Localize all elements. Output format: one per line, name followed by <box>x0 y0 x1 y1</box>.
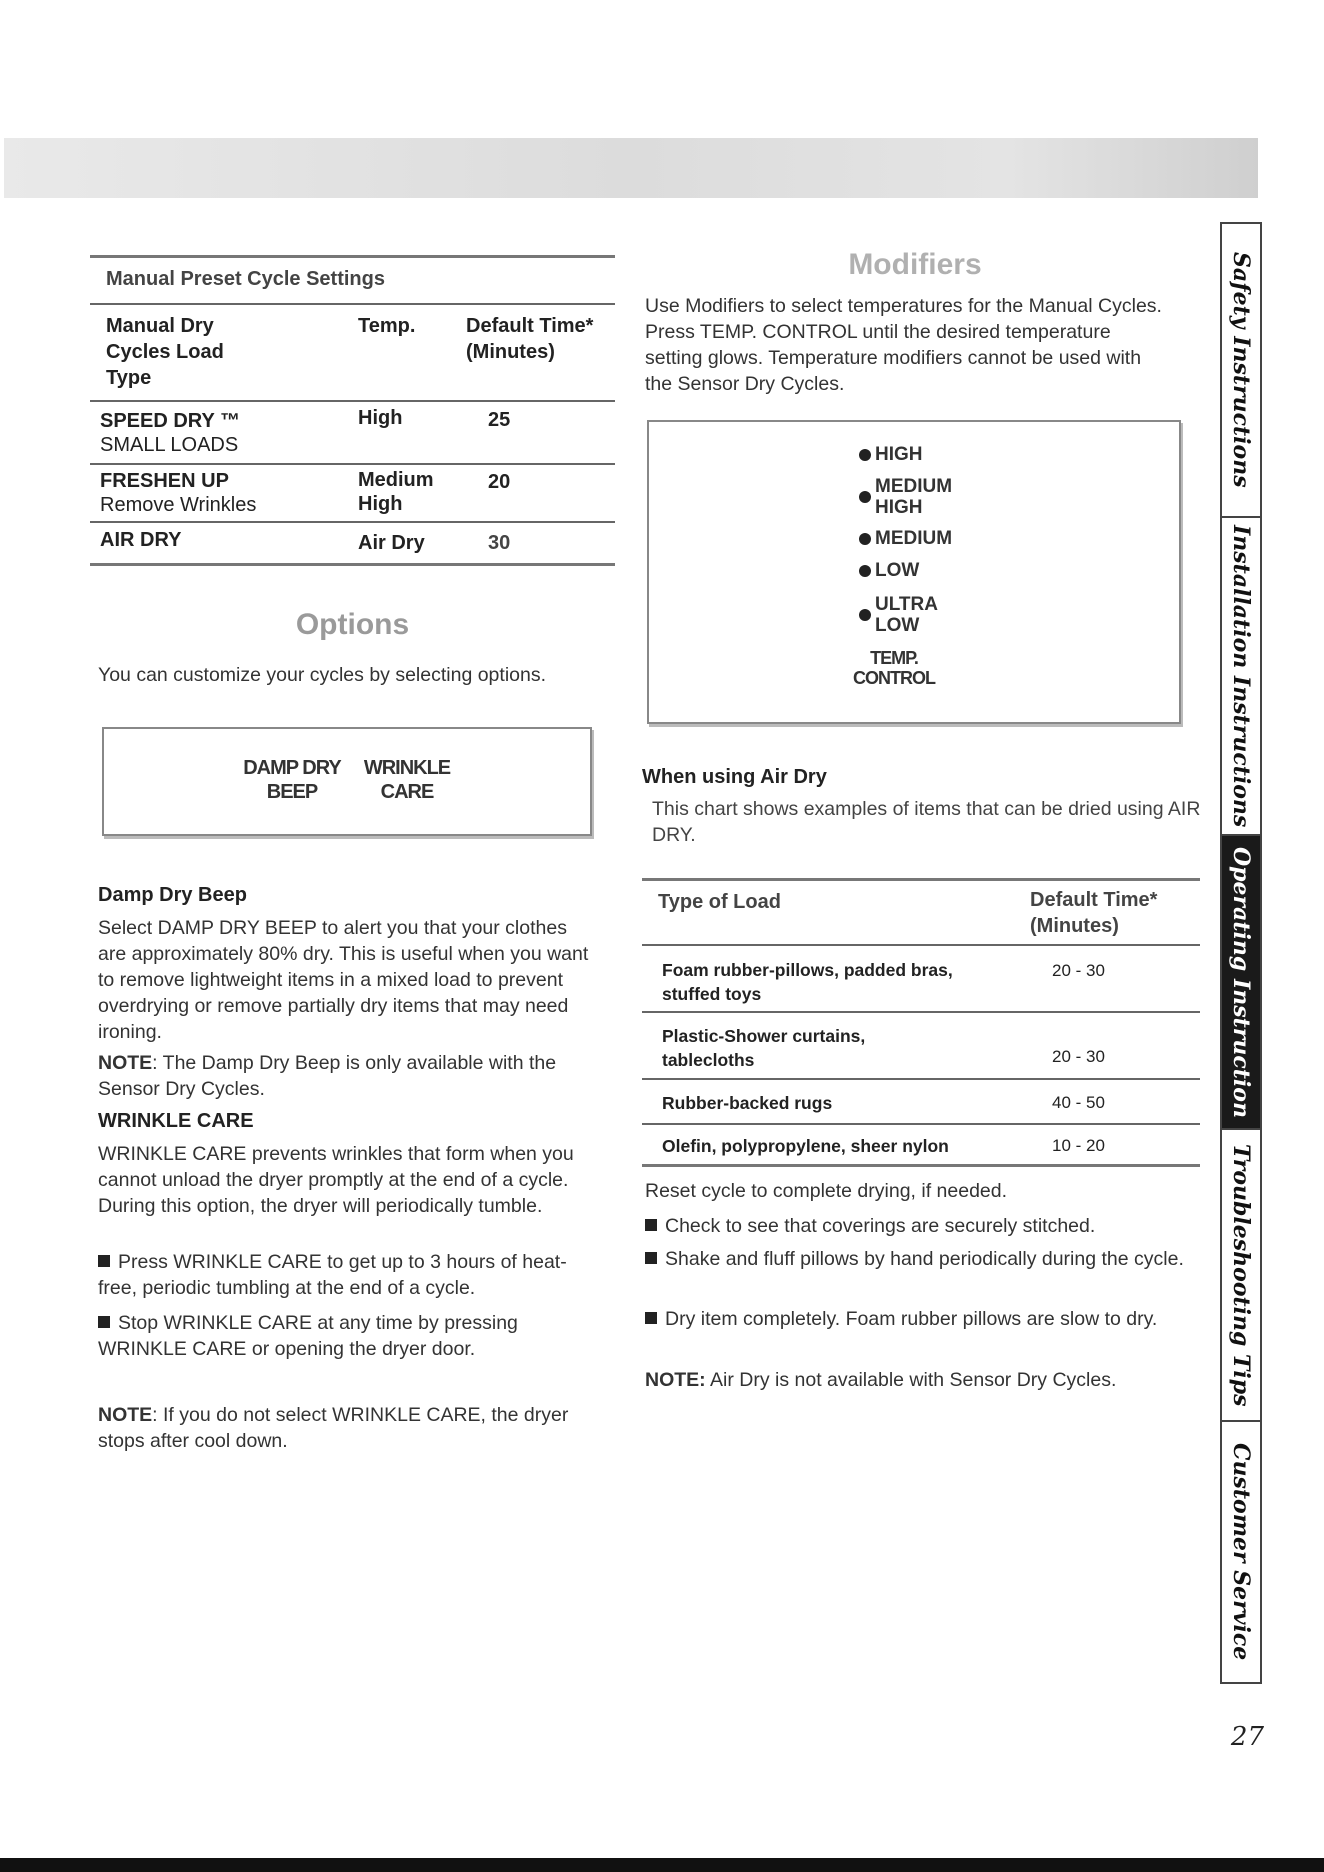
bullet-text: Press WRINKLE CARE to get up to 3 hours of heat-free, periodic tumbling at the end of a cycle. <box>98 1251 567 1299</box>
indicator-light-icon <box>859 565 871 577</box>
air-header-time: Default Time* (Minutes) <box>1030 889 1158 937</box>
table-rule <box>642 1078 1200 1080</box>
note-label: NOTE <box>98 1052 153 1074</box>
note-label: NOTE <box>98 1404 153 1426</box>
preset-row-time: 30 <box>488 532 511 554</box>
bullet-square-icon <box>645 1219 657 1231</box>
preset-header-temp: Temp. <box>358 315 416 337</box>
modifier-high[interactable] <box>859 444 923 466</box>
preset-header-time: Default Time* (Minutes) <box>466 315 594 363</box>
table-rule <box>90 400 615 402</box>
preset-row-temp: Air Dry <box>358 532 425 554</box>
preset-row-name: SPEED DRY ™ <box>100 410 241 432</box>
bullet-square-icon <box>645 1252 657 1264</box>
preset-table-title: Manual Preset Cycle Settings <box>106 268 385 290</box>
modifier-label: HIGH <box>875 444 923 465</box>
air-dry-bullet <box>645 1213 1205 1239</box>
bullet-square-icon <box>98 1316 110 1328</box>
air-row-type: Foam rubber-pillows, padded bras, stuffed toys <box>662 960 953 1004</box>
tab-customer-service[interactable] <box>1222 1422 1260 1682</box>
table-rule <box>90 303 615 305</box>
bottom-rule <box>0 1858 1324 1872</box>
bullet-text: Shake and fluff pillows by hand periodically during the cycle. <box>665 1248 1184 1270</box>
modifier-label: MEDIUM HIGH <box>875 476 953 518</box>
section-tabs <box>1220 222 1262 1684</box>
air-dry-note <box>645 1367 1205 1393</box>
tab-label: Customer Service <box>1228 1443 1254 1661</box>
modifier-label: ULTRA LOW <box>875 594 938 636</box>
bullet-text: Stop WRINKLE CARE at any time by pressing WRINKLE CARE or opening the dryer door. <box>98 1312 518 1360</box>
modifiers-panel <box>647 420 1181 724</box>
note-text: : The Damp Dry Beep is only available with the Sensor Dry Cycles. <box>98 1052 557 1100</box>
air-dry-title: When using Air Dry <box>642 766 827 788</box>
air-row-type: Olefin, polypropylene, sheer nylon <box>662 1136 949 1156</box>
header-band <box>4 138 1258 198</box>
temp-control-button[interactable]: TEMP. CONTROL <box>853 648 935 688</box>
preset-row-time: 25 <box>488 409 511 431</box>
tab-label: Installation Instructions <box>1228 524 1254 828</box>
bullet-square-icon <box>98 1255 110 1267</box>
bullet-square-icon <box>645 1312 657 1324</box>
indicator-light-icon <box>859 609 871 621</box>
preset-row-temp: High <box>358 407 403 429</box>
indicator-light-icon <box>859 449 871 461</box>
preset-row-name: AIR DRY <box>100 529 182 551</box>
wrinkle-final-note <box>98 1402 603 1454</box>
wrinkle-care-button[interactable]: WRINKLE CARE <box>363 757 451 803</box>
table-top-rule <box>642 878 1200 881</box>
note-text: Air Dry is not available with Sensor Dry Cycles. <box>705 1369 1117 1391</box>
wrinkle-care-title: WRINKLE CARE <box>98 1110 254 1132</box>
table-bottom-rule <box>90 563 615 566</box>
tab-label: Safety Instructions <box>1228 252 1254 488</box>
indicator-light-icon <box>859 491 871 503</box>
air-row-time: 40 - 50 <box>1052 1093 1105 1112</box>
tab-installation-instructions[interactable] <box>1222 518 1260 836</box>
tab-safety-instructions[interactable] <box>1222 224 1260 518</box>
table-rule <box>90 521 615 523</box>
tab-label: Troubleshooting Tips <box>1228 1143 1254 1407</box>
table-bottom-rule <box>642 1164 1200 1167</box>
options-intro: You can customize your cycles by selecting options. <box>98 664 547 686</box>
tab-label: Operating Instruction <box>1228 846 1254 1118</box>
air-row-type: Plastic-Shower curtains, tablecloths <box>662 1026 866 1070</box>
air-row-time: 20 - 30 <box>1052 1047 1105 1066</box>
page-number: 27 <box>1230 1722 1264 1752</box>
damp-dry-text: Select DAMP DRY BEEP to alert you that your clothes are approximately 80% dry. This is useful when you want to remove lightweight items in a mixed load to prevent overdrying or remove partially dry items that may need ironing. <box>98 917 589 1043</box>
modifier-medium-high[interactable] <box>859 476 952 518</box>
modifiers-heading: Modifiers <box>848 248 982 281</box>
air-dry-reset: Reset cycle to complete drying, if needed. <box>645 1180 1008 1202</box>
air-dry-bullet <box>645 1306 1205 1332</box>
modifier-medium[interactable] <box>859 528 952 550</box>
table-rule <box>642 944 1200 946</box>
modifiers-intro: Use Modifiers to select temperatures for the Manual Cycles. Press TEMP. CONTROL until the desired temperature setting glows. Temperature modifiers cannot be used with the Sensor Dry Cycles. <box>645 295 1162 395</box>
preset-row-sub: Remove Wrinkles <box>100 494 257 516</box>
table-rule <box>90 463 615 465</box>
air-row-type: Rubber-backed rugs <box>662 1093 833 1113</box>
wrinkle-care-text: WRINKLE CARE prevents wrinkles that form when you cannot unload the dryer promptly at the end of a cycle. During this option, the dryer will periodically tumble. <box>98 1143 574 1217</box>
indicator-light-icon <box>859 533 871 545</box>
damp-dry-title: Damp Dry Beep <box>98 884 247 906</box>
damp-dry-beep-button[interactable]: DAMP DRY BEEP <box>243 757 341 803</box>
table-rule <box>642 1011 1200 1013</box>
modifier-low[interactable] <box>859 560 919 582</box>
note-label: NOTE: <box>645 1369 706 1391</box>
preset-header-type: Manual Dry Cycles Load Type <box>106 315 224 389</box>
preset-row-time: 20 <box>488 471 511 493</box>
preset-row-sub: SMALL LOADS <box>100 434 239 456</box>
options-panel <box>102 727 592 836</box>
options-heading: Options <box>295 608 410 641</box>
damp-dry-note <box>98 1050 598 1102</box>
modifier-label: MEDIUM <box>875 528 953 549</box>
preset-row-name: FRESHEN UP <box>100 470 229 492</box>
tab-troubleshooting-tips[interactable] <box>1222 1130 1260 1422</box>
note-text: : If you do not select WRINKLE CARE, the dryer stops after cool down. <box>98 1404 569 1452</box>
wrinkle-bullet <box>98 1249 603 1301</box>
air-header-type: Type of Load <box>658 891 781 913</box>
table-rule <box>642 1123 1200 1125</box>
air-row-time: 10 - 20 <box>1052 1136 1105 1155</box>
bullet-text: Check to see that coverings are securely stitched. <box>665 1215 1096 1237</box>
tab-operating-instruction[interactable] <box>1222 836 1260 1130</box>
preset-row-temp: Medium High <box>358 469 434 515</box>
air-dry-intro: This chart shows examples of items that can be dried using AIR DRY. <box>652 798 1201 846</box>
air-dry-bullet <box>645 1246 1205 1272</box>
modifier-label: LOW <box>875 560 920 581</box>
air-row-time: 20 - 30 <box>1052 961 1105 980</box>
modifier-ultra-low[interactable] <box>859 594 938 636</box>
wrinkle-bullet <box>98 1310 603 1362</box>
bullet-text: Dry item completely. Foam rubber pillows are slow to dry. <box>665 1308 1158 1330</box>
table-top-rule <box>90 255 615 258</box>
